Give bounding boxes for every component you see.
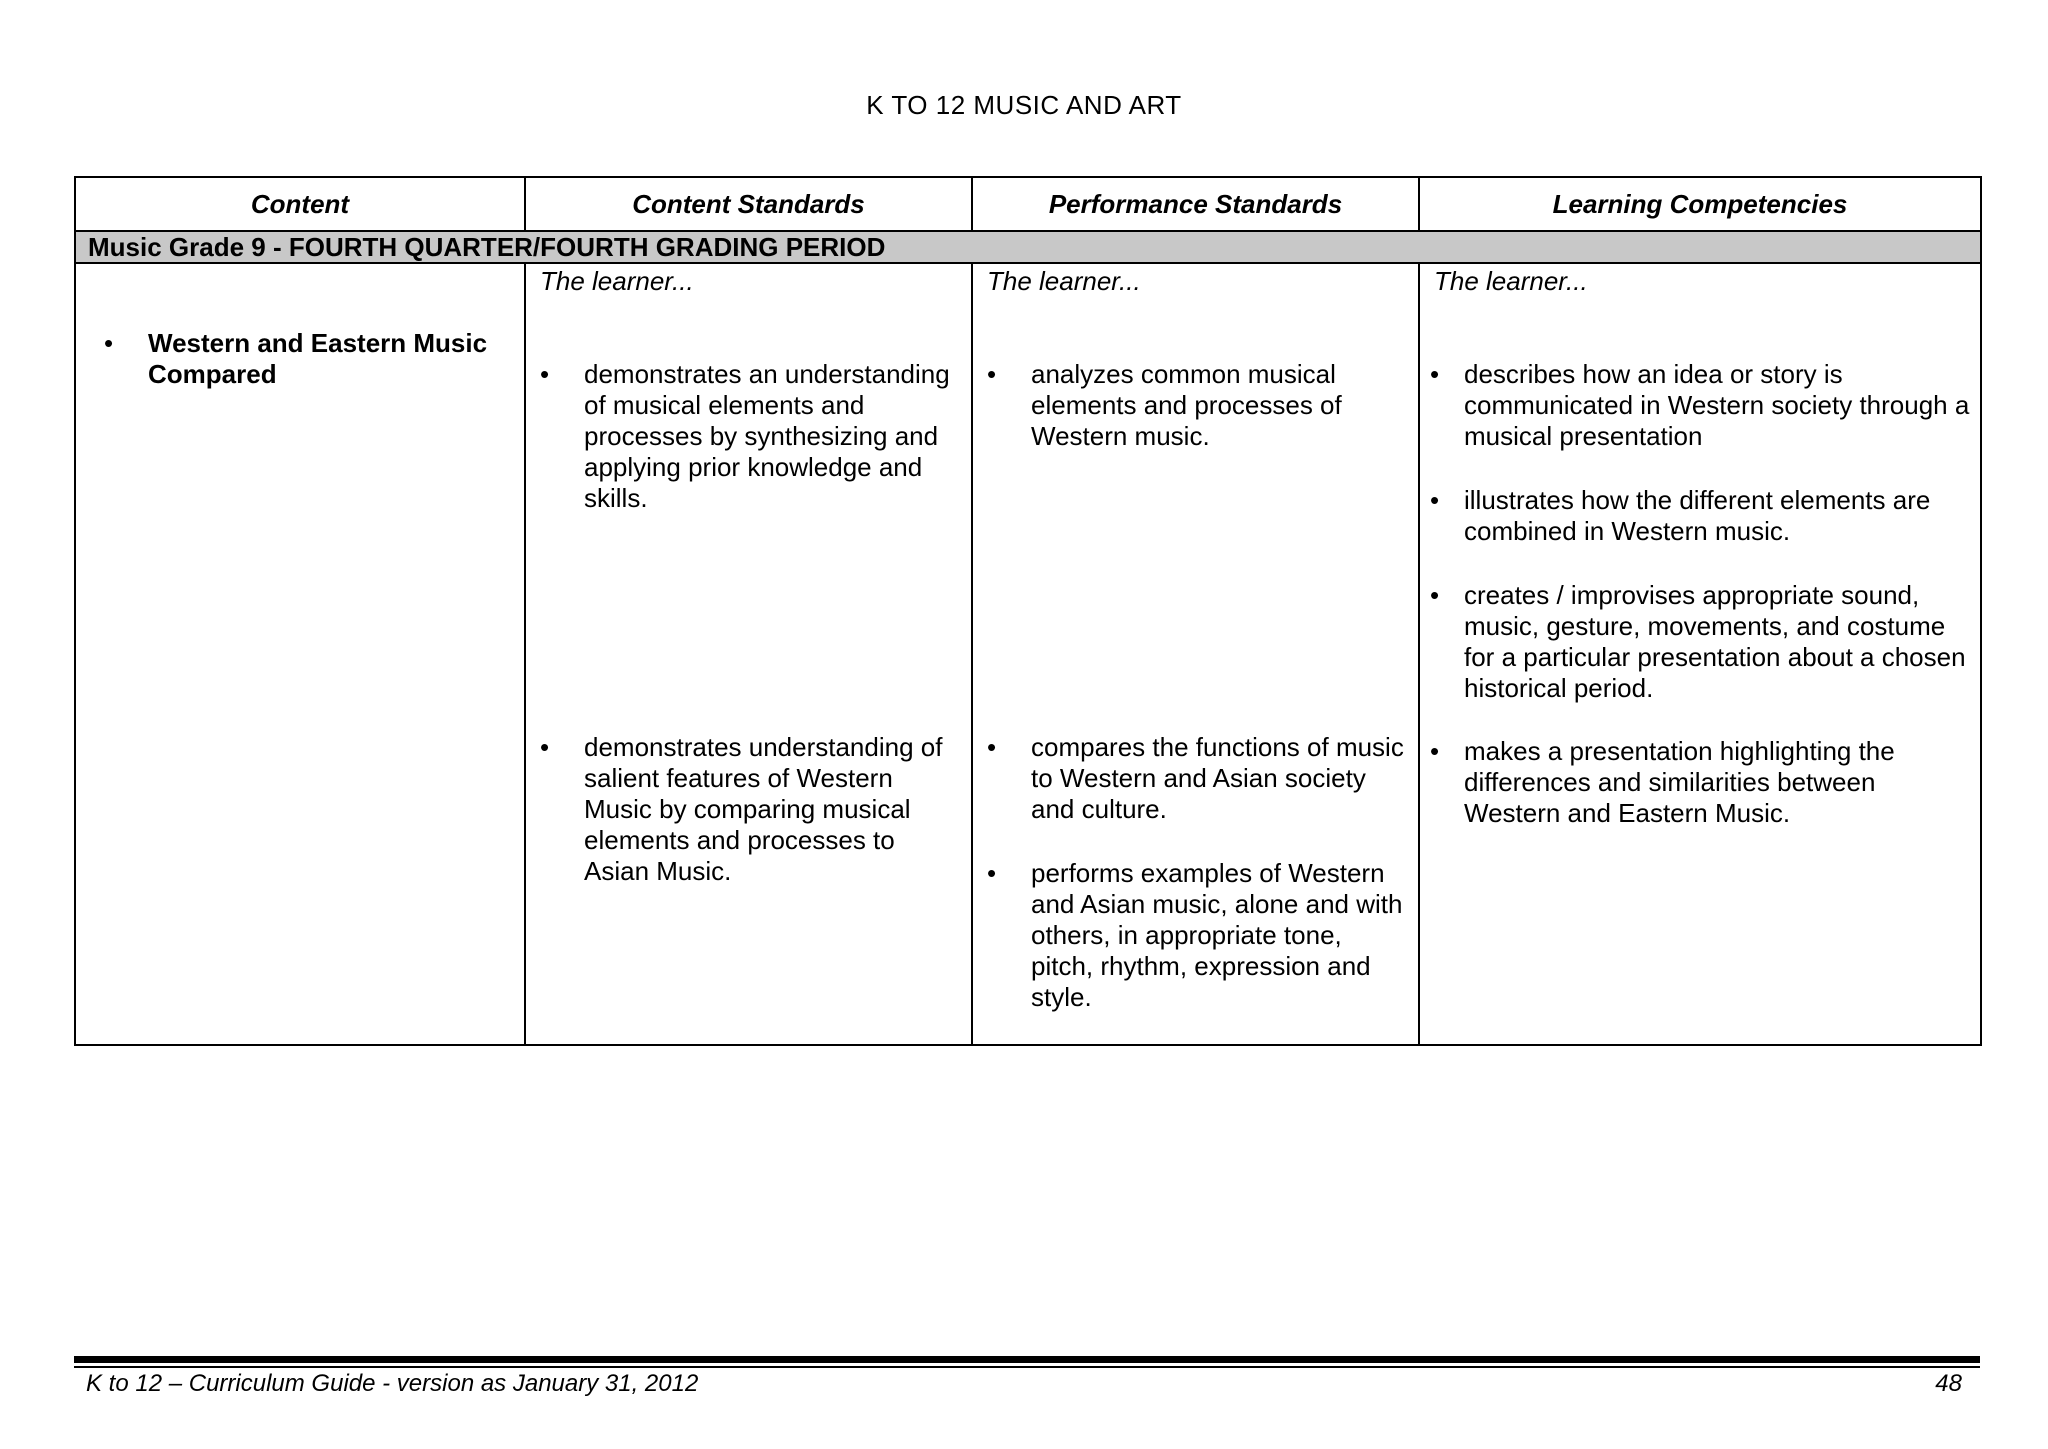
footer-rule [74, 1356, 1980, 1363]
content-cell [75, 263, 525, 1045]
content-standard-text: demonstrates an understanding of musical elements and processes by synthesizing and applying prior knowledge and skills. [584, 359, 950, 513]
curriculum-table [74, 176, 1982, 1046]
bullet: • [1430, 485, 1440, 515]
performance-standard-item [973, 359, 1408, 452]
performance-standard-text: performs examples of Western and Asian music, alone and with others, in appropriate tone, pitch, rhythm, expression and style. [1031, 858, 1403, 1012]
performance-standard-item [973, 858, 1408, 1013]
content-standard-text: demonstrates understanding of salient features of Western Music by comparing musical elements and processes to Asian Music. [584, 732, 943, 886]
content-standards-cell [525, 263, 972, 1045]
quarter-label: Music Grade 9 - FOURTH QUARTER/FOURTH GRADING PERIOD [75, 231, 1981, 263]
learner-label: The learner... [1434, 266, 1588, 296]
competency-item [1420, 485, 1970, 547]
learning-competencies-cell [1419, 263, 1981, 1045]
learner-label: The learner... [540, 266, 694, 296]
header-row [75, 177, 1981, 231]
performance-standard-text: compares the functions of music to Western and Asian society and culture. [1031, 732, 1404, 824]
learner-label: The learner... [987, 266, 1141, 296]
performance-standards-cell [972, 263, 1419, 1045]
content-row [75, 263, 1981, 1045]
competency-text: illustrates how the different elements are combined in Western music. [1464, 485, 1931, 546]
bullet: • [540, 359, 550, 389]
bullet: • [987, 732, 997, 762]
bullet: • [987, 359, 997, 389]
bullet: • [1430, 736, 1440, 766]
bullet: • [987, 858, 997, 888]
content-standard-item [526, 732, 961, 887]
bullet: • [1430, 580, 1440, 610]
competency-text: makes a presentation highlighting the differences and similarities between Western and Eastern Music. [1464, 736, 1895, 828]
performance-standard-text: analyzes common musical elements and processes of Western music. [1031, 359, 1342, 451]
footer-rule-thin [74, 1366, 1980, 1368]
column-header-performance-standards: Performance Standards [972, 177, 1419, 231]
footer-version-text: K to 12 – Curriculum Guide - version as January 31, 2012 [86, 1370, 699, 1397]
column-header-content-standards: Content Standards [525, 177, 972, 231]
bullet: • [1430, 359, 1440, 389]
competency-item [1420, 736, 1970, 829]
quarter-row [75, 231, 1981, 263]
competency-item [1420, 580, 1970, 704]
page-number: 48 [1935, 1370, 1962, 1397]
bullet: • [104, 328, 114, 358]
column-header-learning-competencies: Learning Competencies [1419, 177, 1981, 231]
content-item-text: Western and Eastern Music Compared [148, 328, 488, 389]
page-header: K TO 12 MUSIC AND ART [866, 90, 1182, 120]
bullet: • [540, 732, 550, 762]
competency-text: describes how an idea or story is communicated in Western society through a musical presentation [1464, 359, 1970, 451]
performance-standard-item [973, 732, 1408, 825]
content-item [76, 328, 514, 390]
competency-text: creates / improvises appropriate sound, music, gesture, movements, and costume for a particular presentation about a chosen historical period. [1464, 580, 1966, 703]
column-header-content: Content [75, 177, 525, 231]
competency-item [1420, 359, 1970, 452]
content-standard-item [526, 359, 961, 514]
